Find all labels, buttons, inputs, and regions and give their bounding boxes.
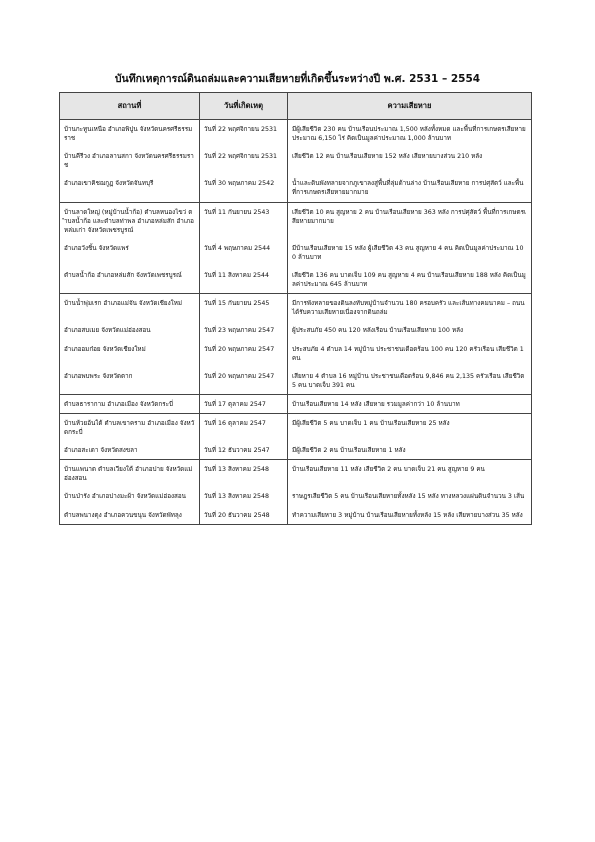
cell-date: วันที่ 30 พฤษภาคม 2542 [200, 174, 288, 202]
cell-date: วันที่ 22 พฤศจิกายน 2531 [200, 147, 288, 174]
cell-damage: เสียชีวิต 12 คน บ้านเรือนเสียหาย 152 หลัง เสียหายบางส่วน 210 หลัง [288, 147, 532, 174]
cell-place: บ้านห้วยอ้นใต้ ตำบลเขาคราม อำเภอเมือง จังหวัดกระบี่ [60, 413, 200, 441]
table-row [60, 294, 532, 322]
cell-damage: ราษฎรเสียชีวิต 5 คน บ้านเรือนเสียหายทั้งหลัง 15 หลัง ทางหลวงแผ่นดินจำนวน 3 เส้น [288, 487, 532, 505]
cell-date: วันที่ 11 สิงหาคม 2544 [200, 266, 288, 294]
table-row [60, 239, 532, 266]
cell-damage: ประสบภัย 4 ตำบล 14 หมู่บ้าน ประชาชนเดือดร้อน 100 คน 120 ครัวเรือน เสียชีวิต 1 คน [288, 340, 532, 367]
cell-place: บ้านน้ำพุ่มเรก อำเภอแม่จัน จังหวัดเชียงใหม่ [60, 294, 200, 322]
cell-date: วันที่ 20 ธันวาคม 2548 [200, 506, 288, 525]
cell-damage: เสียชีวิต 136 คน บาดเจ็บ 109 คน สูญหาย 4 คน บ้านเรือนเสียหาย 188 หลัง คิดเป็นมูลค่าประมาณ 645 ล้านบาท [288, 266, 532, 294]
cell-damage: เสียหาย 4 ตำบล 16 หมู่บ้าน ประชาชนเดือดร้อน 9,846 คน 2,135 ครัวเรือน เสียชีวิต 5 คน บาดเจ็บ 391 คน [288, 367, 532, 395]
cell-date: วันที่ 23 พฤษภาคม 2547 [200, 321, 288, 339]
cell-place: ตำบลน้ำก้อ อำเภอหล่มสัก จังหวัดเพชรบูรณ์ [60, 266, 200, 294]
table-row [60, 321, 532, 339]
landslide-table [59, 92, 532, 525]
table-row [60, 147, 532, 174]
table-row [60, 174, 532, 202]
table-row [60, 487, 532, 505]
cell-place: อำเภอสะเดา จังหวัดสงขลา [60, 441, 200, 460]
cell-place: บ้านคีรีวง อำเภอลานสกา จังหวัดนครศรีธรรมราช [60, 147, 200, 174]
table-row [60, 120, 532, 148]
table-row [60, 460, 532, 488]
cell-place: บ้านป่ารัง อำเภอปางมะผ้า จังหวัดแม่ฮ่องสอน [60, 487, 200, 505]
table-row [60, 340, 532, 367]
cell-damage: ทำความเสียหาย 3 หมู่บ้าน บ้านเรือนเสียหายทั้งหลัง 15 หลัง เสียหายบางส่วน 35 หลัง [288, 506, 532, 525]
cell-place: บ้านกะทูนเหนือ อำเภอพิปูน จังหวัดนครศรีธรรมราช [60, 120, 200, 148]
cell-date: วันที่ 13 สิงหาคม 2548 [200, 487, 288, 505]
table-header-row [60, 93, 532, 120]
cell-damage: มีผู้เสียชีวิต 2 คน บ้านเรือนเสียหาย 1 หลัง [288, 441, 532, 460]
cell-damage: เสียชีวิต 10 คน สูญหาย 2 คน บ้านเรือนเสียหาย 363 หลัง การปศุสัตว์ พื้นที่การเกษตรเสียหายมากมาย [288, 202, 532, 239]
cell-damage: บ้านเรือนเสียหาย 14 หลัง เสียหาย รวมมูลค่ากว่า 10 ล้านบาท [288, 394, 532, 413]
table-row [60, 441, 532, 460]
table-row [60, 506, 532, 525]
document-title: บันทึกเหตุการณ์ดินถล่มและความเสียหายที่เกิดขึ้นระหว่างปี พ.ศ. 2531 – 2554 [114, 73, 481, 85]
cell-place: อำเภอเขาคิชฌกูฏ จังหวัดจันทบุรี [60, 174, 200, 202]
cell-damage: มีผู้เสียชีวิต 230 คน บ้านเรือนประมาณ 1,500 หลังทั้งหมด และพื้นที่การเกษตรเสียหายประมาณ 6,150 ไร่ คิดเป็นมูลค่าประมาณ 1,000 ล้านบาท [288, 120, 532, 148]
table-row [60, 413, 532, 441]
table-row [60, 202, 532, 239]
cell-date: วันที่ 4 พฤษภาคม 2544 [200, 239, 288, 266]
cell-damage: มีผู้เสียชีวิต 5 คน บาดเจ็บ 1 คน บ้านเรือนเสียหาย 25 หลัง [288, 413, 532, 441]
table-row [60, 266, 532, 294]
cell-damage: มีการพังทลายของดินลงทับหมู่บ้านจำนวน 180 ครอบครัว และเส้นทางคมนาคม – ถนน ได้รับความเสียหายเนื่องจากดินถล่ม [288, 294, 532, 322]
cell-damage: มีบ้านเรือนเสียหาย 15 หลัง ผู้เสียชีวิต 43 คน สูญหาย 4 คน คิดเป็นมูลค่าประมาณ 100 ล้านบาท [288, 239, 532, 266]
cell-place: ตำบลพนางตุง อำเภอควนขนุน จังหวัดพัทลุง [60, 506, 200, 525]
cell-place: อำเภออมก๋อย จังหวัดเชียงใหม่ [60, 340, 200, 367]
table-row [60, 394, 532, 413]
cell-damage: น้ำและดินพังทลายจากภูเขาลงสู่พื้นที่ลุ่มด้านล่าง บ้านเรือนเสียหาย การปศุสัตว์ และพื้นที่การเกษตรเสียหายมากมาย [288, 174, 532, 202]
cell-damage: บ้านเรือนเสียหาย 11 หลัง เสียชีวิต 2 คน บาดเจ็บ 21 คน สูญหาย 9 คน [288, 460, 532, 488]
cell-place: อำเภอวังชิ้น จังหวัดแพร่ [60, 239, 200, 266]
cell-date: วันที่ 20 พฤษภาคม 2547 [200, 340, 288, 367]
table-body [60, 120, 532, 525]
cell-date: วันที่ 22 พฤศจิกายน 2531 [200, 120, 288, 148]
column-header-place: สถานที่ [60, 93, 200, 120]
cell-date: วันที่ 12 ธันวาคม 2547 [200, 441, 288, 460]
table-row [60, 367, 532, 395]
cell-place: บ้านลาดใหญ่ (หมู่บ้านน้ำก้อ) ตำบลหนองไขว่ ตำบลน้ำก้อ และตำบลท่าพล อำเภอหล่มสัก อำเภอหล่มเก่า จังหวัดเพชรบูรณ์ [60, 202, 200, 239]
cell-date: วันที่ 15 กันยายน 2545 [200, 294, 288, 322]
cell-place: บ้านแพนาต ตำบลเวียงใต้ อำเภอปาย จังหวัดแม่ฮ่องสอน [60, 460, 200, 488]
cell-date: วันที่ 13 สิงหาคม 2548 [200, 460, 288, 488]
cell-damage: ผู้ประสบภัย 450 คน 120 หลังเรือน บ้านเรือนเสียหาย 100 หลัง [288, 321, 532, 339]
cell-date: วันที่ 11 กันยายน 2543 [200, 202, 288, 239]
cell-place: อำเภอพบพระ จังหวัดตาก [60, 367, 200, 395]
cell-date: วันที่ 20 พฤษภาคม 2547 [200, 367, 288, 395]
column-header-date: วันที่เกิดเหตุ [200, 93, 288, 120]
column-header-damage: ความเสียหาย [288, 93, 532, 120]
cell-date: วันที่ 17 ตุลาคม 2547 [200, 394, 288, 413]
cell-place: ตำบลธารากาม อำเภอเมือง จังหวัดกระบี่ [60, 394, 200, 413]
cell-date: วันที่ 16 ตุลาคม 2547 [200, 413, 288, 441]
cell-place: อำเภอสบเมย จังหวัดแม่ฮ่องสอน [60, 321, 200, 339]
